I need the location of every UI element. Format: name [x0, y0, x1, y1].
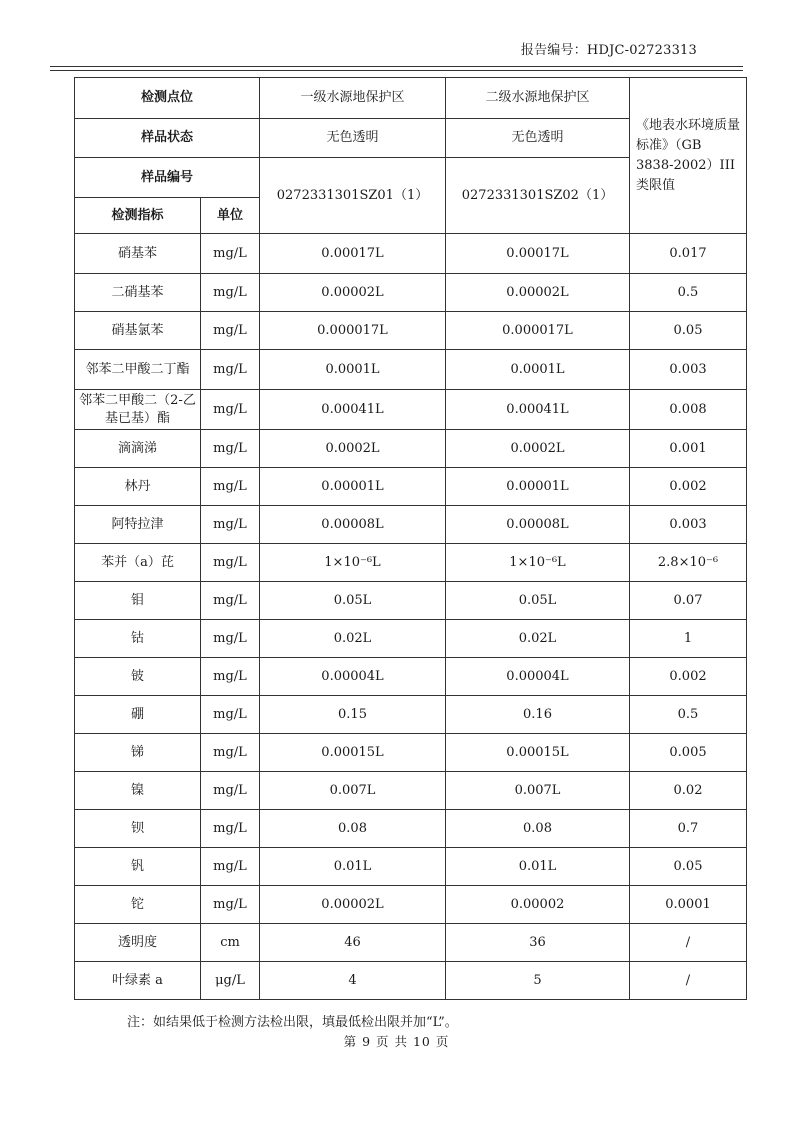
indicator-name: 叶绿素 a [75, 962, 201, 1000]
site-2-value: 0.00004L [446, 658, 630, 696]
table-row [75, 620, 747, 658]
indicator-name: 阿特拉津 [75, 506, 201, 544]
unit-cell: mg/L [201, 620, 260, 658]
site-1-value: 0.00015L [260, 734, 446, 772]
limit-value: 0.0001 [630, 886, 747, 924]
sample-id-label: 样品编号 [75, 158, 260, 198]
site-1-value: 1×10⁻⁶L [260, 544, 446, 582]
page-number: 第 9 页 共 10 页 [343, 1034, 450, 1049]
site-1-value: 0.01L [260, 848, 446, 886]
site-1-value: 0.00008L [260, 506, 446, 544]
indicator-name: 铊 [75, 886, 201, 924]
site-2-value: 0.00017L [446, 234, 630, 274]
site-2-sample-id: 0272331301SZ02（1） [446, 158, 630, 234]
table-row [75, 848, 747, 886]
site-1-sample-id: 0272331301SZ01（1） [260, 158, 446, 234]
site-2-value: 0.16 [446, 696, 630, 734]
site-2-value: 0.02L [446, 620, 630, 658]
site-1-value: 0.05L [260, 582, 446, 620]
limit-value: 0.003 [630, 506, 747, 544]
site-1-value: 0.00041L [260, 390, 446, 430]
unit-cell: mg/L [201, 390, 260, 430]
table-row [75, 350, 747, 390]
table-row [75, 658, 747, 696]
limit-value: 0.05 [630, 848, 747, 886]
indicator-name: 硝基苯 [75, 234, 201, 274]
limit-value: 0.5 [630, 274, 747, 312]
limit-value: 0.002 [630, 468, 747, 506]
site-2-value: 0.00008L [446, 506, 630, 544]
indicator-name: 硝基氯苯 [75, 312, 201, 350]
unit-cell: mg/L [201, 658, 260, 696]
indicator-name: 透明度 [75, 924, 201, 962]
indicator-name: 硼 [75, 696, 201, 734]
site-2-value: 5 [446, 962, 630, 1000]
site-1-value: 0.08 [260, 810, 446, 848]
point-label: 检测点位 [75, 78, 260, 119]
site-2-value: 0.00041L [446, 390, 630, 430]
indicator-name: 铍 [75, 658, 201, 696]
site-1-value: 0.15 [260, 696, 446, 734]
limit-value: 0.7 [630, 810, 747, 848]
site-1-value: 0.000017L [260, 312, 446, 350]
table-row [75, 810, 747, 848]
limit-value: 2.8×10⁻⁶ [630, 544, 747, 582]
table-row [75, 312, 747, 350]
indicator-name: 钼 [75, 582, 201, 620]
table-row [75, 924, 747, 962]
site-2-value: 0.01L [446, 848, 630, 886]
site-2-state: 无色透明 [446, 119, 630, 158]
indicator-name: 镍 [75, 772, 201, 810]
site-2-value: 1×10⁻⁶L [446, 544, 630, 582]
site-2-value: 0.0001L [446, 350, 630, 390]
indicator-name: 邻苯二甲酸二丁酯 [75, 350, 201, 390]
site-1-value: 0.02L [260, 620, 446, 658]
unit-cell: cm [201, 924, 260, 962]
unit-cell: mg/L [201, 506, 260, 544]
site-1-value: 46 [260, 924, 446, 962]
site-1-value: 0.00002L [260, 886, 446, 924]
unit-cell: mg/L [201, 350, 260, 390]
site-1-value: 0.0002L [260, 430, 446, 468]
unit-cell: mg/L [201, 696, 260, 734]
limit-value: / [630, 924, 747, 962]
unit-cell: μg/L [201, 962, 260, 1000]
site-1-value: 0.00004L [260, 658, 446, 696]
table-row [75, 582, 747, 620]
site-2-value: 0.0002L [446, 430, 630, 468]
table-row [75, 886, 747, 924]
limit-value: 0.017 [630, 234, 747, 274]
site-1-name: 一级水源地保护区 [260, 78, 446, 119]
table-row [75, 734, 747, 772]
unit-cell: mg/L [201, 430, 260, 468]
table-row [75, 274, 747, 312]
site-2-value: 0.00015L [446, 734, 630, 772]
site-2-name: 二级水源地保护区 [446, 78, 630, 119]
indicator-name: 锑 [75, 734, 201, 772]
site-2-value: 0.08 [446, 810, 630, 848]
data-rows [75, 234, 747, 1000]
indicator-name: 钴 [75, 620, 201, 658]
site-1-value: 0.007L [260, 772, 446, 810]
table-row [75, 430, 747, 468]
unit-cell: mg/L [201, 274, 260, 312]
site-1-value: 0.0001L [260, 350, 446, 390]
table-row [75, 234, 747, 274]
limit-value: 0.07 [630, 582, 747, 620]
unit-label: 单位 [201, 198, 260, 234]
site-1-state: 无色透明 [260, 119, 446, 158]
unit-cell: mg/L [201, 810, 260, 848]
results-table [74, 77, 747, 1000]
limit-value: 0.5 [630, 696, 747, 734]
limit-value: 1 [630, 620, 747, 658]
unit-cell: mg/L [201, 848, 260, 886]
site-2-value: 0.000017L [446, 312, 630, 350]
table-row [75, 962, 747, 1000]
site-1-value: 0.00002L [260, 274, 446, 312]
report-number: 报告编号：HDJC-02723313 [520, 43, 697, 58]
limit-value: / [630, 962, 747, 1000]
site-2-value: 0.007L [446, 772, 630, 810]
footnote: 注：如结果低于检测方法检出限，填最低检出限并加“L”。 [127, 1015, 458, 1030]
header-rule-bottom [50, 70, 743, 71]
indicator-name: 林丹 [75, 468, 201, 506]
unit-cell: mg/L [201, 468, 260, 506]
site-1-value: 4 [260, 962, 446, 1000]
state-label: 样品状态 [75, 119, 260, 158]
unit-cell: mg/L [201, 772, 260, 810]
table-row [75, 544, 747, 582]
limit-value: 0.008 [630, 390, 747, 430]
table-row [75, 506, 747, 544]
limit-value: 0.001 [630, 430, 747, 468]
standard-header: 《地表水环境质量标准》（GB 3838-2002）III类限值 [630, 78, 747, 234]
indicator-name: 苯并（a）芘 [75, 544, 201, 582]
site-2-value: 0.05L [446, 582, 630, 620]
table-row [75, 772, 747, 810]
table-row [75, 468, 747, 506]
site-2-value: 0.00002 [446, 886, 630, 924]
table-row [75, 696, 747, 734]
limit-value: 0.002 [630, 658, 747, 696]
indicator-label: 检测指标 [75, 198, 201, 234]
indicator-name: 邻苯二甲酸二（2-乙基已基）酯 [75, 390, 201, 430]
limit-value: 0.003 [630, 350, 747, 390]
site-2-value: 0.00002L [446, 274, 630, 312]
site-2-value: 36 [446, 924, 630, 962]
table-row [75, 390, 747, 430]
indicator-name: 滴滴涕 [75, 430, 201, 468]
indicator-name: 钡 [75, 810, 201, 848]
limit-value: 0.02 [630, 772, 747, 810]
unit-cell: mg/L [201, 734, 260, 772]
site-1-value: 0.00017L [260, 234, 446, 274]
row-point [75, 78, 747, 119]
indicator-name: 二硝基苯 [75, 274, 201, 312]
site-2-value: 0.00001L [446, 468, 630, 506]
indicator-name: 钒 [75, 848, 201, 886]
unit-cell: mg/L [201, 234, 260, 274]
header-rule-top [50, 66, 743, 67]
unit-cell: mg/L [201, 544, 260, 582]
unit-cell: mg/L [201, 886, 260, 924]
limit-value: 0.05 [630, 312, 747, 350]
unit-cell: mg/L [201, 312, 260, 350]
unit-cell: mg/L [201, 582, 260, 620]
site-1-value: 0.00001L [260, 468, 446, 506]
limit-value: 0.005 [630, 734, 747, 772]
